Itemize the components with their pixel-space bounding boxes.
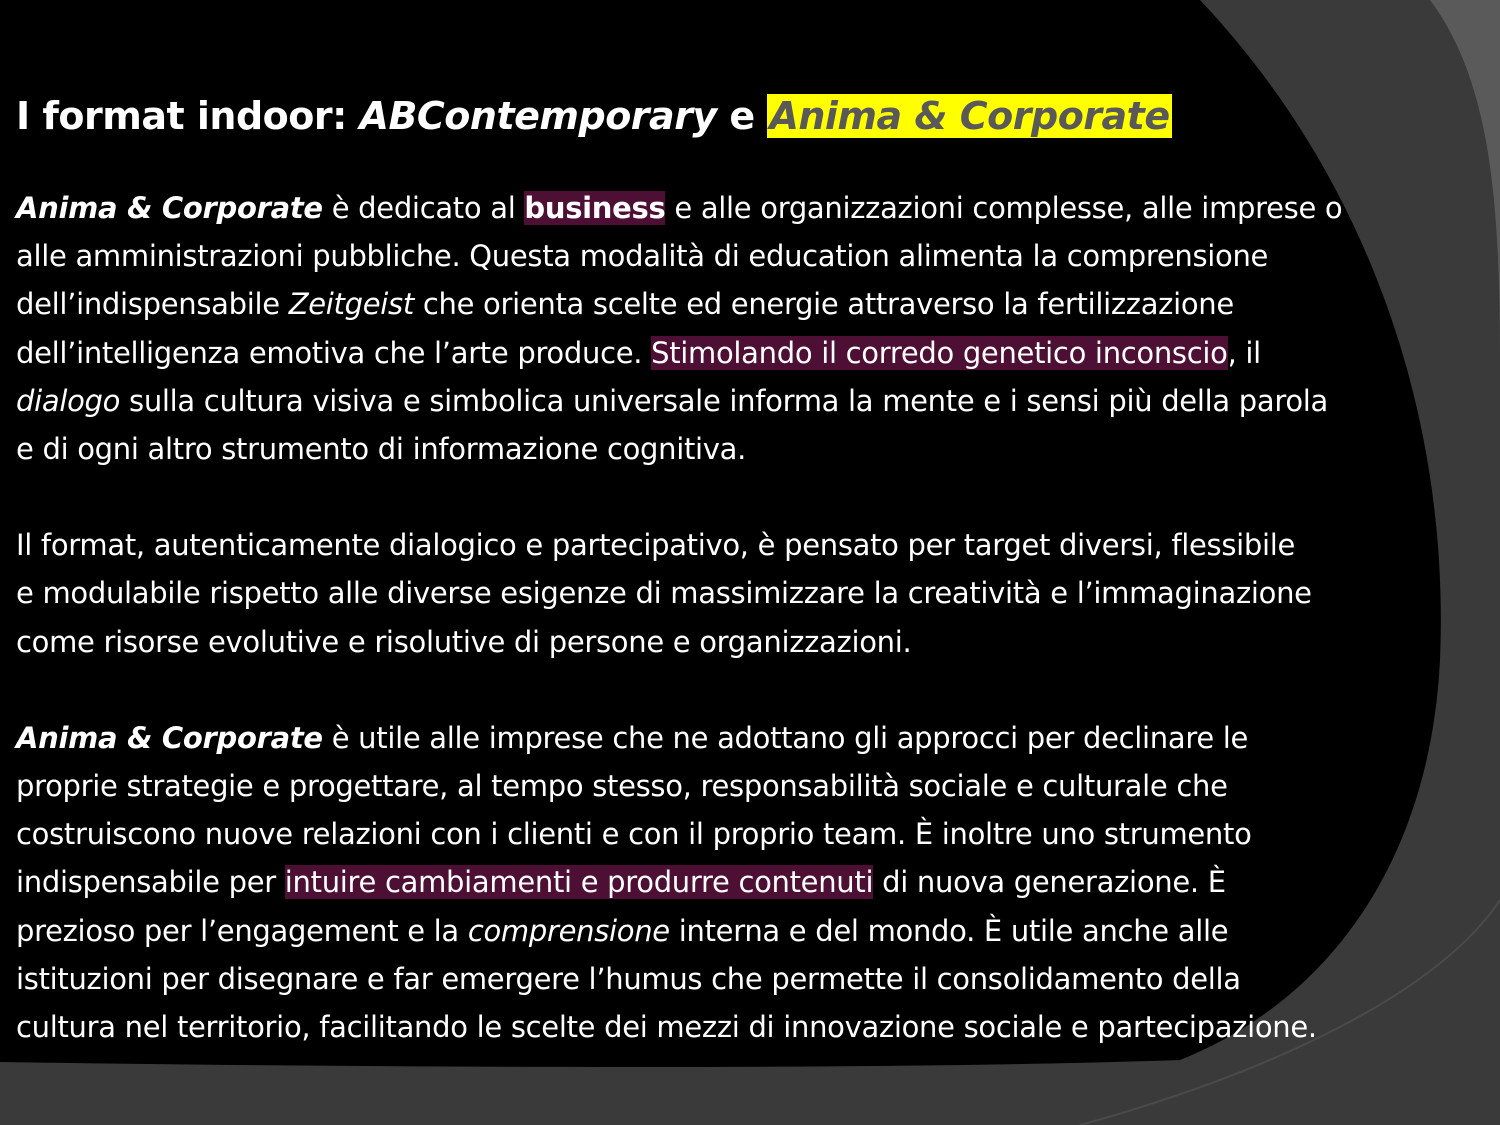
slide-body [16, 184, 1490, 1099]
highlight-intuire: intuire cambiamenti e produrre contenuti [284, 865, 874, 900]
text-line: proprie strategie e progettare, al tempo stesso, responsabilità sociale e culturale che [16, 769, 1228, 804]
highlight-stimolando: Stimolando il corredo genetico inconscio [651, 335, 1228, 370]
text-line: istituzioni per disegnare e far emergere l’humus che permette il consolidamento della [16, 961, 1241, 996]
title-highlight-anima-corporate: Anima & Corporate [769, 94, 1170, 138]
brand-name: Anima & Corporate [16, 191, 323, 225]
brand-name: Anima & Corporate [16, 720, 323, 755]
text-span: indispensabile per [16, 865, 285, 900]
paragraph-1 [16, 184, 1490, 473]
text-line: cultura nel territorio, facilitando le scelte dei mezzi di innovazione sociale e partecipazione. [16, 1010, 1317, 1045]
text-line: costruiscono nuove relazioni con i clienti e con il proprio team. È inoltre uno strumento [16, 817, 1252, 852]
text-span: dell’indispensabile [16, 287, 289, 322]
emphasis-zeitgeist: Zeitgeist [288, 287, 414, 322]
text-span: interna e del mondo. È utile anche alle [669, 913, 1229, 948]
text-line [16, 280, 1490, 328]
title-part-1: I format indoor: [16, 94, 360, 138]
text-line: e di ogni altro strumento di informazione cognitiva. [16, 432, 747, 467]
paragraph-3 [16, 714, 1490, 1051]
text-span: sulla cultura visiva e simbolica universale informa la mente e i sensi più della parola [120, 383, 1328, 418]
text-line [16, 714, 1490, 762]
text-span: è utile alle imprese che ne adottano gli approcci per declinare le [322, 720, 1249, 755]
text-span: dell’intelligenza emotiva che l’arte produce. [16, 335, 652, 370]
text-line: Il format, autenticamente dialogico e partecipativo, è pensato per target diversi, flessibile [16, 528, 1296, 563]
text-span: prezioso per l’engagement e la [16, 913, 468, 948]
text-line [16, 377, 1490, 425]
title-part-3: e [716, 94, 768, 138]
title-brand-abcontemporary: ABContemporary [359, 94, 717, 138]
text-span: , il [1227, 335, 1261, 370]
text-line: e modulabile rispetto alle diverse esigenze di massimizzare la creatività e l’immaginazione [16, 576, 1312, 611]
text-line: alle amministrazioni pubbliche. Questa modalità di education alimenta la comprensione [16, 239, 1269, 274]
text-line [16, 907, 1490, 955]
text-span: di nuova generazione. È [873, 865, 1226, 900]
text-span: è dedicato al [322, 191, 525, 225]
emphasis-comprensione: comprensione [467, 913, 670, 948]
text-span: e alle organizzazioni complesse, alle imprese o [665, 191, 1343, 225]
text-line: come risorse evolutive e risolutive di persone e organizzazioni. [16, 624, 912, 659]
highlight-business: business [524, 191, 666, 225]
text-line [16, 329, 1490, 377]
text-line [16, 858, 1490, 906]
paragraph-2 [16, 521, 1490, 666]
text-line [16, 184, 1490, 232]
slide-title [16, 88, 1172, 144]
text-span: che orienta scelte ed energie attraverso la fertilizzazione [413, 287, 1234, 322]
emphasis-dialogo: dialogo [16, 383, 121, 418]
